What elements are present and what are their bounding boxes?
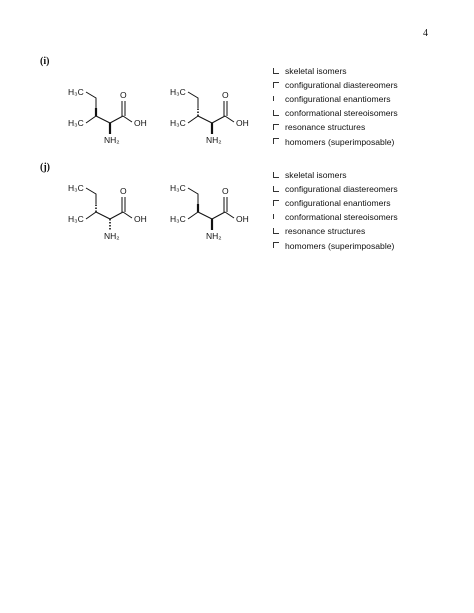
carboxyl-bond [110,116,123,123]
checkbox[interactable] [271,67,282,76]
option-skeletal-isomers[interactable] [271,168,398,182]
h3c-top-label: H₃C [68,87,84,97]
question-label-j: (j) [40,162,50,173]
checkbox[interactable] [271,137,282,146]
checkbox[interactable] [271,227,282,236]
ethyl-bond [188,92,198,108]
nh2-label: NH₂ [206,231,222,241]
checkbox[interactable] [271,241,282,250]
ethyl-bond [86,188,96,204]
oxygen-label: O [120,90,127,100]
carboxyl-bond [212,116,225,123]
structure-j-right [162,180,262,245]
carboxyl-bond [212,212,225,219]
chain-bond [96,116,110,123]
h3c-left-label: H₃C [170,214,186,224]
h3c-top-label: H₃C [170,87,186,97]
options-list-i [271,64,398,149]
option-label: configurational enantiomers [285,198,391,209]
option-configurational-diastereomers[interactable] [271,182,398,196]
option-label: homomers (superimposable) [285,136,395,147]
checkbox[interactable] [271,213,282,222]
methyl-bond [188,116,198,123]
option-label: configurational diastereomers [285,80,398,91]
checkbox[interactable] [271,171,282,180]
ethyl-bond [86,92,96,108]
option-label: configurational diastereomers [285,184,398,195]
option-label: skeletal isomers [285,66,347,77]
chain-bond [198,116,212,123]
chain-bond [96,212,110,219]
option-configurational-enantiomers[interactable] [271,92,398,106]
option-label: resonance structures [285,122,366,133]
option-label: skeletal isomers [285,170,347,181]
nh2-label: NH₂ [206,135,222,145]
nh2-label: NH₂ [104,135,120,145]
option-label: conformational stereoisomers [285,212,398,223]
checkbox[interactable] [271,185,282,194]
hydroxyl-bond [225,212,234,218]
option-label: homomers (superimposable) [285,240,395,251]
oh-label: OH [236,118,249,128]
option-configurational-enantiomers[interactable] [271,196,398,210]
option-conformational-stereoisomers[interactable] [271,106,398,120]
carboxyl-bond [110,212,123,219]
h3c-top-label: H₃C [170,183,186,193]
nh2-label: NH₂ [104,231,120,241]
option-homomers[interactable] [271,238,398,252]
options-list-j [271,168,398,253]
methyl-bond [188,212,198,219]
h3c-left-label: H₃C [170,118,186,128]
structure-j-left [60,180,160,245]
checkbox[interactable] [271,123,282,132]
option-label: resonance structures [285,226,366,237]
question-label-i: (i) [40,56,50,67]
option-configurational-diastereomers[interactable] [271,78,398,92]
option-label: configurational enantiomers [285,94,391,105]
option-label: conformational stereoisomers [285,108,398,119]
option-resonance-structures[interactable] [271,224,398,238]
hydroxyl-bond [123,116,132,122]
oh-label: OH [134,214,147,224]
methyl-bond [86,212,96,219]
page-number: 4 [423,28,428,39]
ethyl-bond [188,188,198,204]
h3c-left-label: H₃C [68,214,84,224]
checkbox[interactable] [271,95,282,104]
option-homomers[interactable] [271,134,398,148]
option-resonance-structures[interactable] [271,120,398,134]
checkbox[interactable] [271,109,282,118]
oxygen-label: O [222,186,229,196]
structure-i-left [60,84,160,149]
oh-label: OH [134,118,147,128]
h3c-top-label: H₃C [68,183,84,193]
oxygen-label: O [120,186,127,196]
checkbox[interactable] [271,81,282,90]
oh-label: OH [236,214,249,224]
structure-i-right [162,84,262,149]
hydroxyl-bond [225,116,234,122]
option-conformational-stereoisomers[interactable] [271,210,398,224]
h3c-left-label: H₃C [68,118,84,128]
methyl-bond [86,116,96,123]
hydroxyl-bond [123,212,132,218]
option-skeletal-isomers[interactable] [271,64,398,78]
checkbox[interactable] [271,199,282,208]
chain-bond [198,212,212,219]
oxygen-label: O [222,90,229,100]
